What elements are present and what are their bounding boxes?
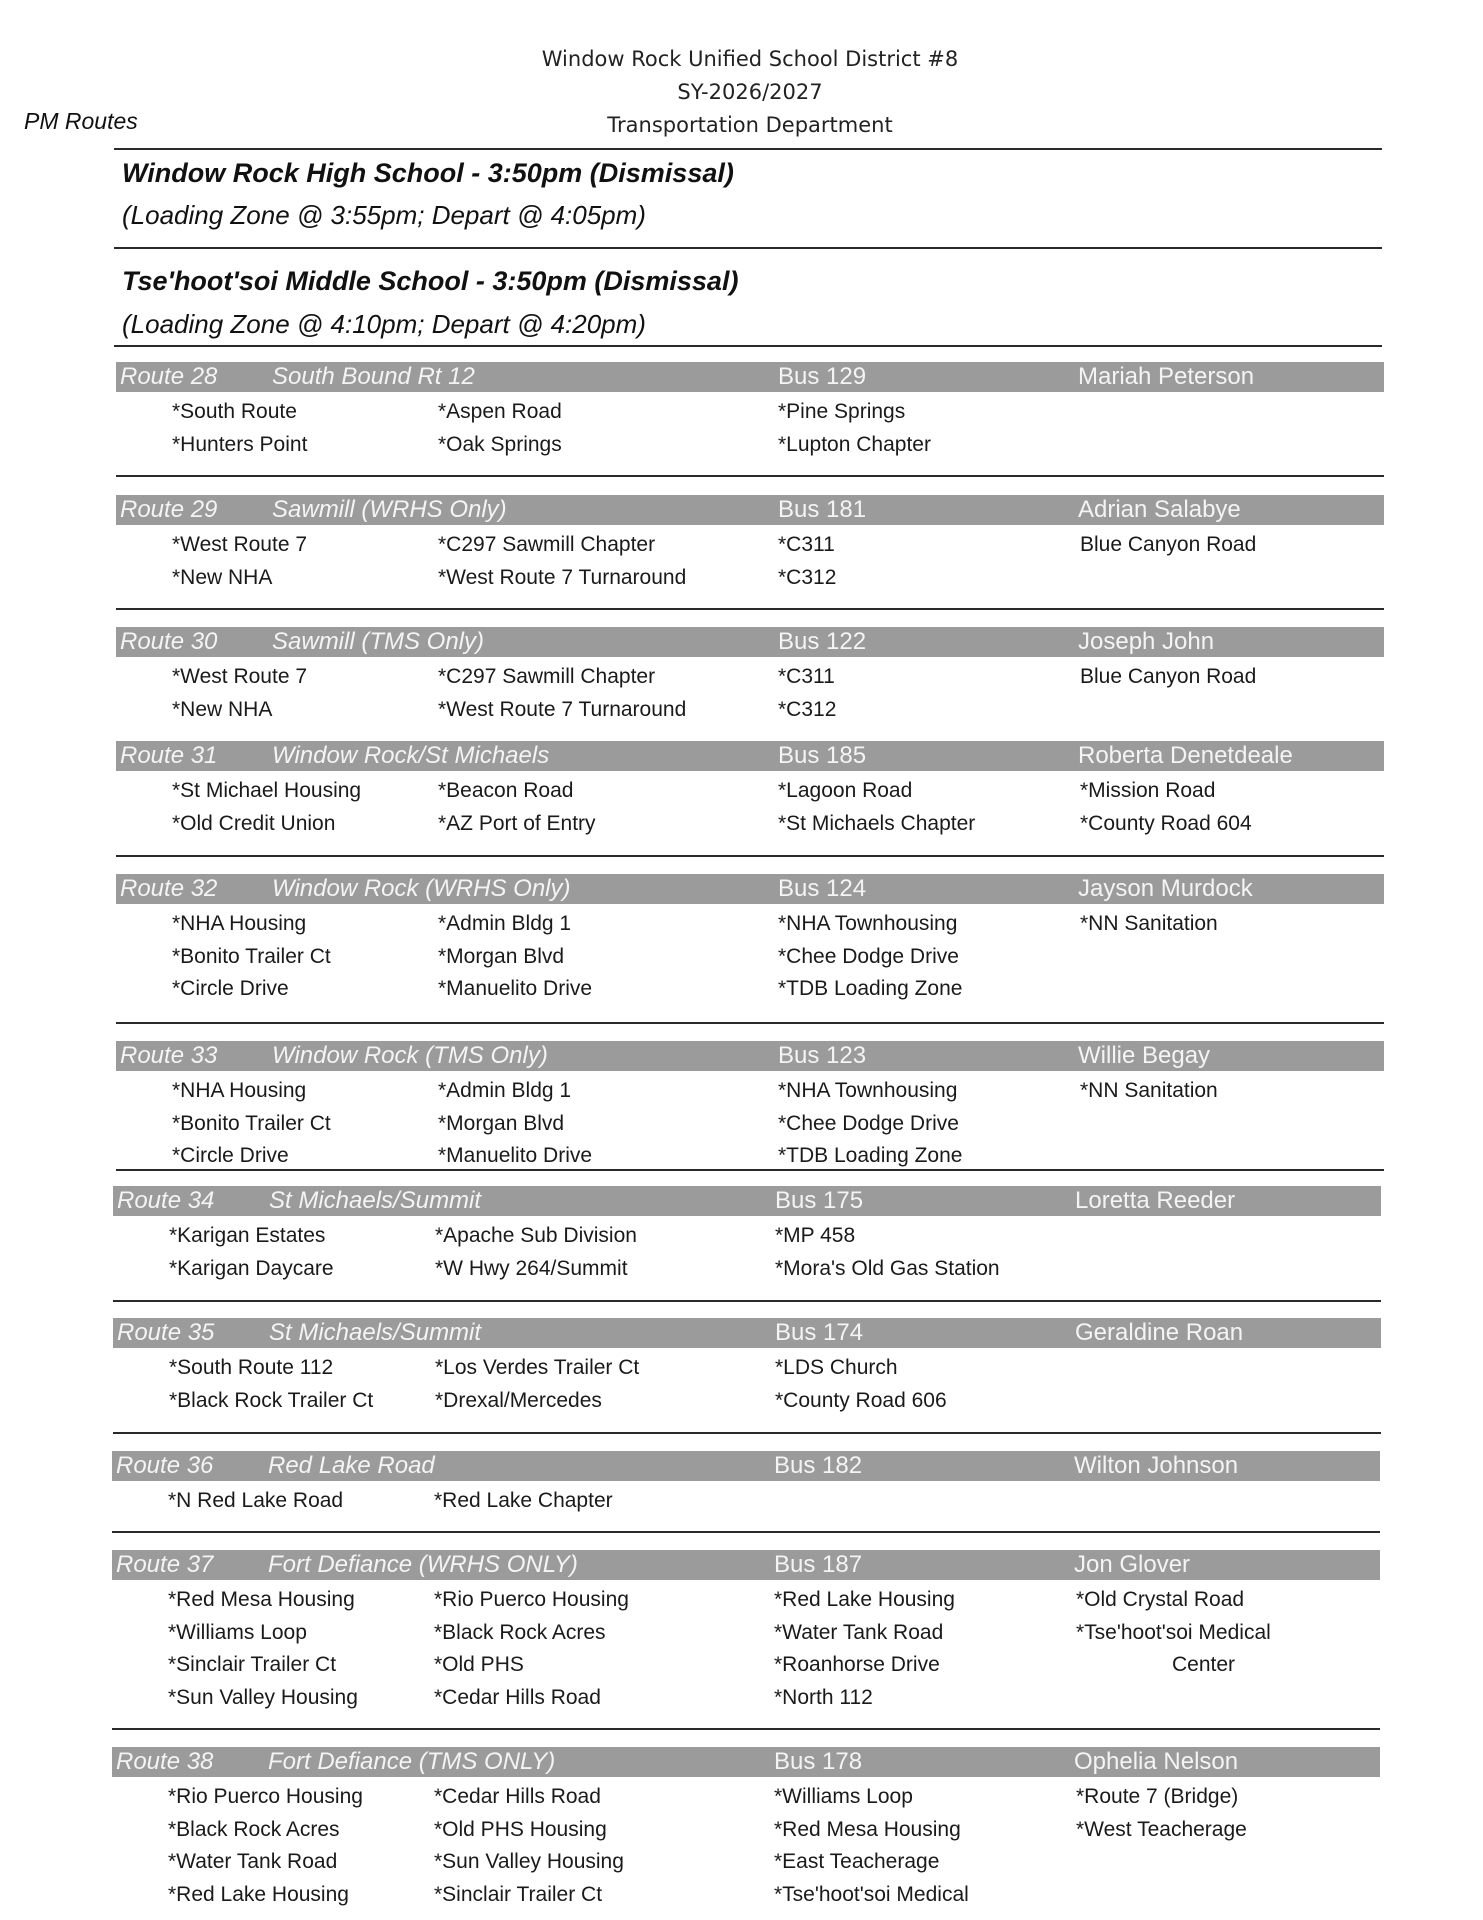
stop-column [778,661,836,726]
stop-item: *Apache Sub Division [435,1224,637,1247]
stop-item: *West Route 7 [172,533,308,556]
stop-item: *Sun Valley Housing [168,1685,358,1709]
stop-item: *AZ Port of Entry [438,811,596,835]
stop-item: *Mora's Old Gas Station [775,1256,1000,1280]
stop-item: *Red Lake Chapter [434,1489,613,1512]
stop-column [1080,1075,1218,1108]
stop-item: *Morgan Blvd [438,1111,565,1135]
stop-item: *Mission Road [1080,779,1216,802]
bus-number: Bus 174 [775,1319,864,1346]
route-number: Route 38 [116,1748,214,1775]
stop-item: *Red Mesa Housing [168,1588,355,1611]
stop-item: *N Red Lake Road [168,1489,344,1512]
route-separator [116,1022,1384,1024]
stop-item: *East Teacherage [774,1850,940,1873]
stop-item: *West Route 7 Turnaround [438,565,687,589]
stop-item: *Manuelito Drive [438,1144,593,1167]
stop-column [169,1220,334,1285]
stop-item: *Roanhorse Drive [774,1653,940,1676]
stop-item: *W Hwy 264/Summit [435,1256,628,1280]
stop-item: *Red Lake Housing [168,1882,349,1906]
bus-number: Bus 187 [774,1551,863,1578]
stop-item: *Water Tank Road [774,1620,944,1644]
stop-column [434,1584,629,1714]
bus-number: Bus 124 [778,875,867,902]
route-separator [116,1169,1384,1171]
stop-column [435,1352,639,1417]
stop-item: *Tse'hoot'soi Medical [1076,1620,1271,1644]
stop-item: *Pine Springs [778,400,906,423]
driver-name: Jon Glover [1074,1551,1191,1578]
stop-item: *Admin Bldg 1 [438,912,572,935]
stop-item: *Chee Dodge Drive [778,944,959,968]
stop-item: *Old PHS [434,1653,524,1676]
stop-item: *Los Verdes Trailer Ct [435,1356,640,1379]
bus-number: Bus 178 [774,1748,863,1775]
stop-column [168,1485,343,1518]
bus-number: Bus 185 [778,742,867,769]
route-header-bar [116,627,1384,657]
route-number: Route 28 [120,363,218,390]
stop-column [438,529,686,594]
stop-item: *NN Sanitation [1080,912,1218,935]
stop-item: *Sinclair Trailer Ct [434,1882,603,1906]
route-number: Route 29 [120,496,218,523]
driver-name: Loretta Reeder [1075,1187,1236,1214]
stop-column [1076,1781,1247,1846]
stop-item: *C312 [778,565,837,589]
stop-item: *Old PHS Housing [434,1817,607,1841]
route-number: Route 33 [120,1042,218,1069]
stop-item: *South Route [172,400,297,423]
stop-column [438,908,592,1006]
stop-item: *Sun Valley Housing [434,1850,624,1873]
stop-column [434,1781,624,1911]
route-name: Fort Defiance (TMS ONLY) [268,1748,556,1775]
school-loading-info: (Loading Zone @ 3:55pm; Depart @ 4:05pm) [122,200,646,230]
route-name: Window Rock (WRHS Only) [272,875,571,902]
route-separator [112,1531,1380,1533]
stop-item: *NN Sanitation [1080,1079,1218,1102]
stop-column [172,775,361,840]
stop-item: *Black Rock Acres [168,1817,340,1841]
stop-item: *Circle Drive [172,1144,289,1167]
route-number: Route 32 [120,875,218,902]
stop-column [172,908,331,1006]
stop-column [438,661,686,726]
bus-number: Bus 122 [778,628,867,655]
stop-column [775,1220,1000,1285]
stop-item: *TDB Loading Zone [778,1144,963,1167]
stop-item: *Admin Bldg 1 [438,1079,572,1102]
stop-item: *Old Crystal Road [1076,1588,1245,1611]
route-name: St Michaels/Summit [269,1319,482,1346]
stop-item: *Lupton Chapter [778,432,931,456]
route-name: Red Lake Road [268,1452,435,1479]
bus-number: Bus 129 [778,363,867,390]
stop-column [1076,1584,1271,1682]
stop-item: *TDB Loading Zone [778,977,963,1000]
stop-column [1080,661,1256,694]
route-name: Sawmill (WRHS Only) [272,496,507,523]
stop-item: *MP 458 [775,1224,856,1247]
stop-item: *C311 [778,665,835,688]
stop-item: *Tse'hoot'soi Medical [774,1882,969,1906]
route-number: Route 35 [117,1319,215,1346]
stop-item: *Old Credit Union [172,811,336,835]
school-title: Tse'hoot'soi Middle School - 3:50pm (Dismissal) [122,266,739,296]
stop-column [438,1075,592,1173]
header-rule [114,148,1382,150]
route-separator [116,855,1384,857]
stop-column [172,1075,331,1173]
stop-item: *NHA Townhousing [778,1079,958,1102]
stop-column [778,775,975,840]
stop-item: *Oak Springs [438,432,562,456]
route-name: Fort Defiance (WRHS ONLY) [268,1551,578,1578]
stop-item: Blue Canyon Road [1080,665,1257,688]
stop-item: *Cedar Hills Road [434,1685,601,1709]
stop-item: *LDS Church [775,1356,898,1379]
route-name: Window Rock/St Michaels [272,742,550,769]
stop-column [169,1352,373,1417]
bus-number: Bus 123 [778,1042,867,1069]
route-separator [113,1300,1381,1302]
stop-item: *Red Lake Housing [774,1588,955,1611]
route-number: Route 34 [117,1187,215,1214]
driver-name: Mariah Peterson [1078,363,1255,390]
stop-item: *Lagoon Road [778,779,913,802]
stop-column [172,661,307,726]
bus-number: Bus 175 [775,1187,864,1214]
stop-item: *St Michaels Chapter [778,811,976,835]
route-header-bar [112,1747,1380,1777]
driver-name: Jayson Murdock [1078,875,1253,902]
stop-item: *NHA Housing [172,912,307,935]
stop-item: *South Route 112 [169,1356,334,1379]
stop-item: *Manuelito Drive [438,977,593,1000]
stop-item: *County Road 604 [1080,811,1252,835]
stop-item: *Cedar Hills Road [434,1785,601,1808]
route-number: Route 30 [120,628,218,655]
route-header-bar [112,1550,1380,1580]
driver-name: Ophelia Nelson [1074,1748,1239,1775]
route-name: South Bound Rt 12 [272,363,475,390]
school-loading-info: (Loading Zone @ 4:10pm; Depart @ 4:20pm) [122,309,646,339]
stop-column [1080,775,1252,840]
stop-item: *C312 [778,697,837,721]
driver-name: Willie Begay [1078,1042,1211,1069]
stop-column [778,1075,962,1173]
stop-item: *C311 [778,533,835,556]
stop-item: *Chee Dodge Drive [778,1111,959,1135]
stop-item: *New NHA [172,565,273,589]
stop-item: *Drexal/Mercedes [435,1388,602,1412]
route-header-bar [116,1041,1384,1071]
department-title: Transportation Department [607,113,893,137]
stop-column [778,529,836,594]
driver-name: Joseph John [1078,628,1215,655]
route-header-bar [116,362,1384,392]
stop-item: *Black Rock Trailer Ct [169,1388,374,1412]
stop-column [168,1584,358,1714]
stop-item: *Aspen Road [438,400,562,423]
driver-name: Adrian Salabye [1078,496,1241,523]
route-header-bar [116,874,1384,904]
stop-item: *St Michael Housing [172,779,362,802]
route-header-bar [113,1318,1381,1348]
route-header-bar [112,1451,1380,1481]
stop-column [1080,529,1256,562]
stop-item: *Water Tank Road [168,1850,338,1873]
stop-item: *Route 7 (Bridge) [1076,1785,1239,1808]
route-header-bar [113,1186,1381,1216]
stop-item: *C297 Sawmill Chapter [438,533,656,556]
stop-column [778,908,962,1006]
route-header-bar [116,741,1384,771]
stop-item: *Red Mesa Housing [774,1817,961,1841]
route-separator [116,608,1384,610]
route-separator [116,475,1384,477]
stop-item: *West Teacherage [1076,1817,1247,1841]
stop-item: *West Route 7 Turnaround [438,697,687,721]
stop-column [1080,908,1218,941]
stop-item: *West Route 7 [172,665,308,688]
district-title: Window Rock Unified School District #8 [541,47,959,71]
stop-column [775,1352,947,1417]
stop-item: *Karigan Estates [169,1224,326,1247]
stop-column [438,775,596,840]
route-header-bar [116,495,1384,525]
stop-item: *Rio Puerco Housing [168,1785,363,1808]
stop-column [438,396,562,461]
stop-item: *C297 Sawmill Chapter [438,665,656,688]
school-title: Window Rock High School - 3:50pm (Dismissal) [122,158,734,188]
stop-column [435,1220,637,1285]
school-year: SY-2026/2027 [677,80,823,104]
stop-item: *Karigan Daycare [169,1256,334,1280]
stop-item: *Hunters Point [172,432,308,456]
stop-column [774,1781,969,1911]
section-rule [114,345,1382,347]
route-number: Route 37 [116,1551,214,1578]
stop-item: *Williams Loop [774,1785,913,1808]
stop-item: *Bonito Trailer Ct [172,1111,331,1135]
driver-name: Geraldine Roan [1075,1319,1244,1346]
stop-column [778,396,931,461]
stop-item: *Morgan Blvd [438,944,565,968]
route-name: Window Rock (TMS Only) [272,1042,548,1069]
stop-column [168,1781,363,1911]
route-name: Sawmill (TMS Only) [272,628,485,655]
stop-column [172,396,307,461]
stop-item: *Sinclair Trailer Ct [168,1653,337,1676]
stop-item: *NHA Townhousing [778,912,958,935]
pm-routes-label: PM Routes [24,108,138,134]
stop-item: *Circle Drive [172,977,289,1000]
route-separator [113,1432,1381,1434]
bus-number: Bus 182 [774,1452,863,1479]
route-separator [112,1728,1380,1730]
stop-item: *County Road 606 [775,1388,947,1412]
stop-item: Blue Canyon Road [1080,533,1257,556]
section-rule [114,247,1382,249]
stop-item: *Beacon Road [438,779,574,802]
stop-item: *Williams Loop [168,1620,307,1644]
route-name: St Michaels/Summit [269,1187,482,1214]
stop-item: Center [1172,1653,1236,1676]
stop-item: *North 112 [774,1685,873,1709]
stop-item: *Rio Puerco Housing [434,1588,629,1611]
stop-item: *Bonito Trailer Ct [172,944,331,968]
driver-name: Roberta Denetdeale [1078,742,1293,769]
bus-number: Bus 181 [778,496,867,523]
stop-column [434,1485,613,1518]
stop-item: *New NHA [172,697,273,721]
stop-item: *NHA Housing [172,1079,307,1102]
stop-item: *Black Rock Acres [434,1620,606,1644]
stop-column [172,529,307,594]
driver-name: Wilton Johnson [1074,1452,1239,1479]
route-number: Route 31 [120,742,218,769]
route-number: Route 36 [116,1452,214,1479]
stop-column [774,1584,955,1714]
